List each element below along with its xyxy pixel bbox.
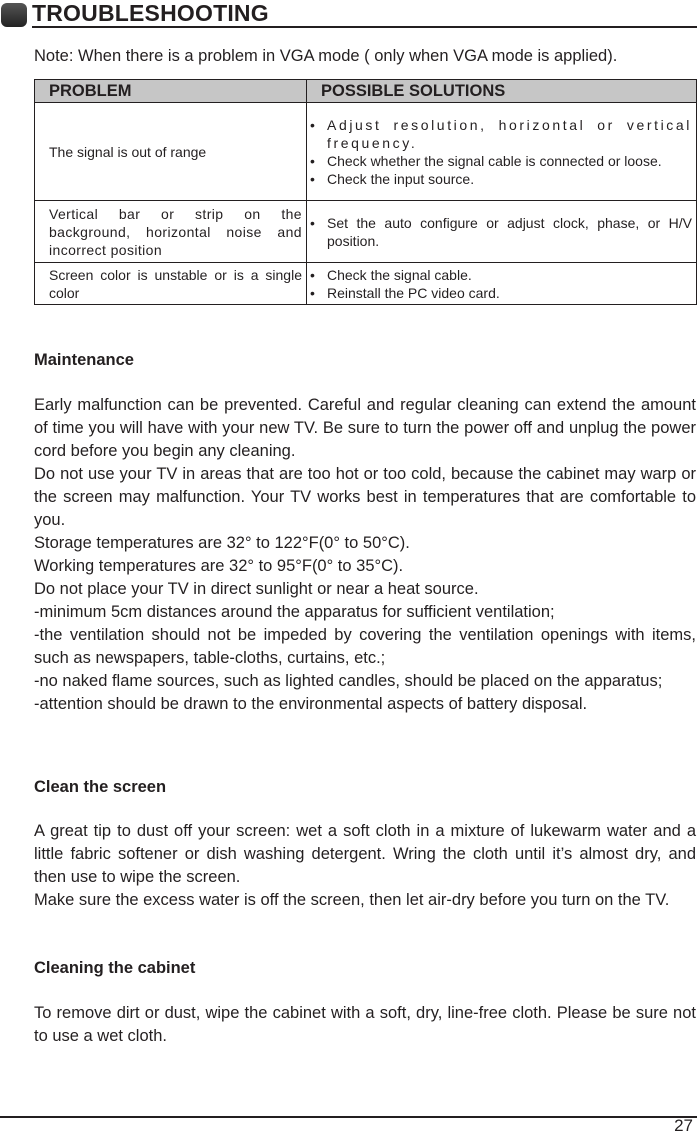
table-row: [35, 201, 697, 263]
problem-cell: Screen color is unstable or is a single color: [35, 263, 307, 305]
footer-rule: [0, 1116, 697, 1118]
paragraph: -minimum 5cm distances around the apparatus for sufficient ventilation;: [34, 603, 555, 621]
solutions-cell: [307, 201, 697, 263]
problem-cell: Vertical bar or strip on the background, horizontal noise and incorrect position: [35, 201, 307, 263]
solution-item: • Set the auto configure or adjust clock, phase, or H/V position.: [307, 214, 692, 250]
paragraph: Make sure the excess water is off the screen, then let air-dry before you turn on the TV.: [34, 891, 670, 909]
page-number: 27: [674, 1116, 693, 1135]
column-header-solutions: POSSIBLE SOLUTIONS: [307, 80, 697, 103]
page-header: [0, 0, 697, 30]
paragraph: A great tip to dust off your screen: wet a soft cloth in a mixture of lukewarm water and a little fabric softener or dish washing detergent. Wring the cloth until it’s almost dry, and then use to wipe the screen.: [34, 822, 696, 886]
troubleshooting-table: [34, 79, 697, 305]
table-row: [35, 103, 697, 201]
page-title: TROUBLESHOOTING: [32, 0, 269, 26]
solution-item: • Adjust resolution, horizontal or vertical frequency.: [307, 116, 692, 152]
paragraph: -no naked flame sources, such as lighted candles, should be placed on the apparatus;: [34, 672, 663, 690]
table-header-row: [35, 80, 697, 103]
solution-item: • Check the signal cable.: [307, 266, 692, 284]
solutions-list: [307, 214, 692, 250]
solutions-cell: [307, 263, 697, 305]
solution-item: • Check the input source.: [307, 170, 692, 188]
vga-note: Note: When there is a problem in VGA mode ( only when VGA mode is applied).: [34, 47, 618, 65]
table-row: [35, 263, 697, 305]
paragraph: Do not use your TV in areas that are too hot or too cold, because the cabinet may warp or the screen may malfunction. Your TV works best in temperatures that are comfortable to you.: [34, 465, 696, 529]
paragraph: -attention should be drawn to the environmental aspects of battery disposal.: [34, 695, 588, 713]
clean-screen-body: [34, 820, 696, 912]
solution-item: • Check whether the signal cable is connected or loose.: [307, 152, 692, 170]
column-header-problem: PROBLEM: [35, 80, 307, 103]
maintenance-body: [34, 394, 696, 716]
clean-cabinet-heading: Cleaning the cabinet: [34, 959, 196, 977]
solutions-list: [307, 116, 692, 188]
solution-item: • Reinstall the PC video card.: [307, 284, 692, 302]
solutions-cell: [307, 103, 697, 201]
section-marker-icon: [1, 3, 27, 27]
paragraph: Do not place your TV in direct sunlight or near a heat source.: [34, 580, 479, 598]
clean-screen-heading: Clean the screen: [34, 778, 167, 796]
solutions-list: [307, 266, 692, 302]
paragraph: Working temperatures are 32° to 95°F(0° to 35°C).: [34, 557, 404, 575]
maintenance-heading: Maintenance: [34, 351, 134, 369]
header-rule: [32, 26, 697, 28]
paragraph: Early malfunction can be prevented. Careful and regular cleaning can extend the amount of time you will have with your new TV. Be sure to turn the power off and unplug the power cord before you begin any cleaning.: [34, 396, 696, 460]
paragraph: Storage temperatures are 32° to 122°F(0° to 50°C).: [34, 534, 410, 552]
paragraph: -the ventilation should not be impeded by covering the ventilation openings with items, such as newspapers, table-cloths, curtains, etc.;: [34, 626, 696, 667]
clean-cabinet-body: [34, 1002, 696, 1048]
paragraph: To remove dirt or dust, wipe the cabinet with a soft, dry, line-free cloth. Please be sure not to use a wet cloth.: [34, 1004, 696, 1045]
problem-cell: The signal is out of range: [35, 103, 307, 201]
